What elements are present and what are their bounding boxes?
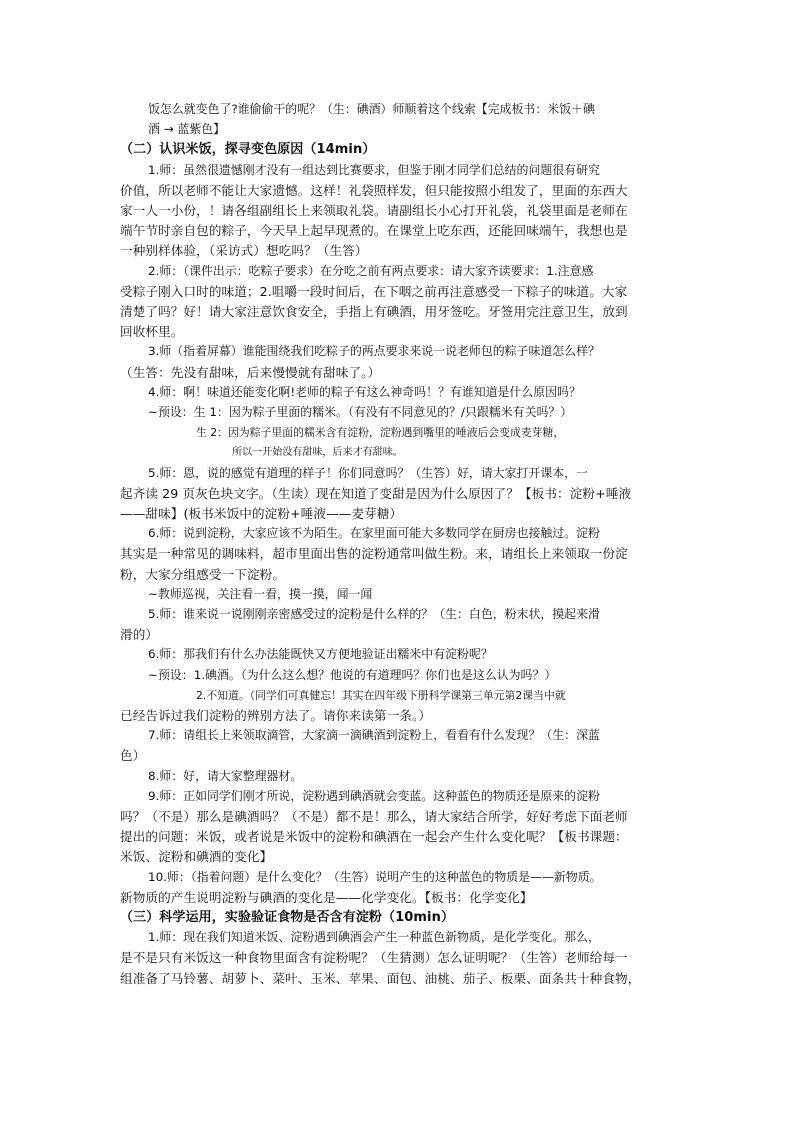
text-line: 酒 → 蓝紫色】 bbox=[148, 122, 226, 137]
text-line: 提出的问题：米饭，或者说是米饭中的淀粉和碘酒在一起会产生什么变化呢？【板书课题： bbox=[120, 829, 628, 845]
text-line: 1.师：现在我们知道米饭、淀粉遇到碘酒会产生一种蓝色新物质，是化学变化。那么， bbox=[148, 930, 600, 945]
text-line: 7.师：请组长上来领取滴管，大家滴一滴碘酒到淀粉上，看看有什么发现？（生：深蓝 bbox=[148, 728, 600, 743]
text-line: 一种别样体验，（采访式）想吃吗？（生答） bbox=[120, 243, 368, 259]
text-line: 其实是一种常见的调味料，超市里面出售的淀粉通常叫做生粉。来，请组长上来领取一份淀 bbox=[120, 546, 628, 562]
text-line: 米饭、淀粉和碘酒的变化】 bbox=[120, 849, 273, 865]
text-line: 4.师：啊！味道还能变化啊!老师的粽子有这么神奇吗！？有谁知道是什么原因吗？ bbox=[148, 384, 581, 399]
text-line: 粉，大家分组感受一下淀粉。 bbox=[120, 566, 286, 582]
text-line: 5.师：恩，说的感觉有道理的样子！你们同意吗？（生答）好，请大家打开课本，一 bbox=[148, 465, 588, 480]
text-line: 已经告诉过我们淀粉的辨别方法了。请你来读第一条。） bbox=[120, 708, 432, 723]
text-line: 新物质的产生说明淀粉与碘酒的变化是——化学变化。【板书：化学变化】 bbox=[120, 889, 533, 905]
text-line: 6.师：说到淀粉，大家应该不为陌生。在家里面可能大多数同学在厨房也接触过。淀粉 bbox=[148, 526, 600, 541]
section-heading: （二）认识米饭，探寻变色原因（14min） bbox=[120, 142, 376, 158]
text-line: 9.师：正如同学们刚才所说，淀粉遇到碘酒就会变蓝。这种蓝色的物质还是原来的淀粉 bbox=[148, 788, 600, 803]
text-line: 5.师：谁来说一说刚刚亲密感受过的淀粉是什么样的？（生：白色，粉末状，摸起来滑 bbox=[148, 607, 600, 621]
text-line: 3.师（指着屏幕）谁能围绕我们吃粽子的两点要求来说一说老师包的粽子味道怎么样？ bbox=[148, 344, 600, 359]
text-line: 滑的） bbox=[120, 627, 159, 643]
text-line: 家一人一小份，！请各组副组长上来领取礼袋。请副组长小心打开礼袋，礼袋里面是老师在 bbox=[120, 203, 628, 218]
text-line: 饭怎么就变色了?谁偷偷干的呢？（生：碘酒）师顺着这个线索【完成板书：米饭＋碘 bbox=[148, 102, 595, 116]
text-line: 价值，所以老师不能让大家遗憾。这样！礼袋照样发，但只能按照小组发了，里面的东西大 bbox=[120, 182, 628, 198]
text-line: 6.师：那我们有什么办法能既快又方便地验证出糯米中有淀粉呢？ bbox=[148, 647, 493, 662]
text-line: ~预设：生 1：因为粽子里面的糯米。（有没有不同意见的？/只跟糯米有关吗？） bbox=[148, 405, 573, 419]
text-line: 组准备了马铃薯、胡萝卜、菜叶、玉米、苹果、面包、油桃、茄子、板栗、面条共十种食物， bbox=[120, 970, 641, 986]
text-line: 生 2：因为粽子里面的糯米含有淀粉，淀粉遇到嘴里的唾液后会变成麦芽糖， bbox=[196, 426, 565, 440]
text-line: 回收杯里。 bbox=[120, 324, 184, 340]
text-line: ~预设：1.碘酒。（为什么这么想？他说的有道理吗？你们也是这么认为吗？） bbox=[148, 667, 557, 682]
text-line: 起齐读 29 页灰色块文字。（生读）现在知道了变甜是因为什么原因了？【板书：淀粉+唾液 bbox=[120, 485, 632, 501]
text-line: ——甜味】(板书米饭中的淀粉+唾液——麦芽糖） bbox=[120, 506, 403, 521]
text-line: 1.师：虽然很遗憾刚才没有一组达到比赛要求，但鉴于刚才同学们总结的问题很有研究 bbox=[148, 162, 600, 177]
text-line: 10.师：（指着问题）是什么变化？（生答）说明产生的这种蓝色的物质是——新物质。 bbox=[148, 869, 602, 884]
text-line: 2.不知道。（同学们可真健忘！其实在四年级下册科学课第三单元第2课当中就 bbox=[196, 688, 566, 702]
text-line: 所以一开始没有甜味，后来才有甜味。 bbox=[232, 447, 403, 459]
text-line: （生答：先没有甜味，后来慢慢就有甜味了。） bbox=[120, 364, 381, 380]
section-heading: （三）科学运用，实验验证食物是否含有淀粉（10min） bbox=[120, 910, 455, 925]
text-line: 8.师：好，请大家整理器材。 bbox=[148, 768, 303, 783]
text-line: 是不是只有米饭这一种食物里面含有淀粉呢？（生猜测）怎么证明呢？（生答）老师给每一 bbox=[120, 950, 628, 966]
text-line: 端午节时亲自包的粽子，今天早上起早现煮的。在课堂上吃东西，还能回味端午，我想也是 bbox=[120, 223, 628, 239]
text-line: 清楚了吗？好！请大家注意饮食安全，手指上有碘酒，用牙签吃。牙签用完注意卫生，放到 bbox=[120, 304, 628, 319]
text-line: 吗？（不是）那么是碘酒吗？（不是）都不是！那么，请大家结合所学，好好考虑下面老师 bbox=[120, 809, 628, 824]
text-line: 2.师：（课件出示：吃粽子要求）在分吃之前有两点要求：请大家齐读要求：1.注意感 bbox=[148, 263, 594, 278]
text-line: 色） bbox=[120, 748, 146, 764]
text-line: 受粽子刚入口时的味道；2.咀嚼一段时间后，在下咽之前再注意感受一下粽子的味道。大家 bbox=[120, 283, 628, 299]
text-line: ~教师巡视，关注看一看，摸一摸，闻一闻 bbox=[148, 586, 373, 601]
